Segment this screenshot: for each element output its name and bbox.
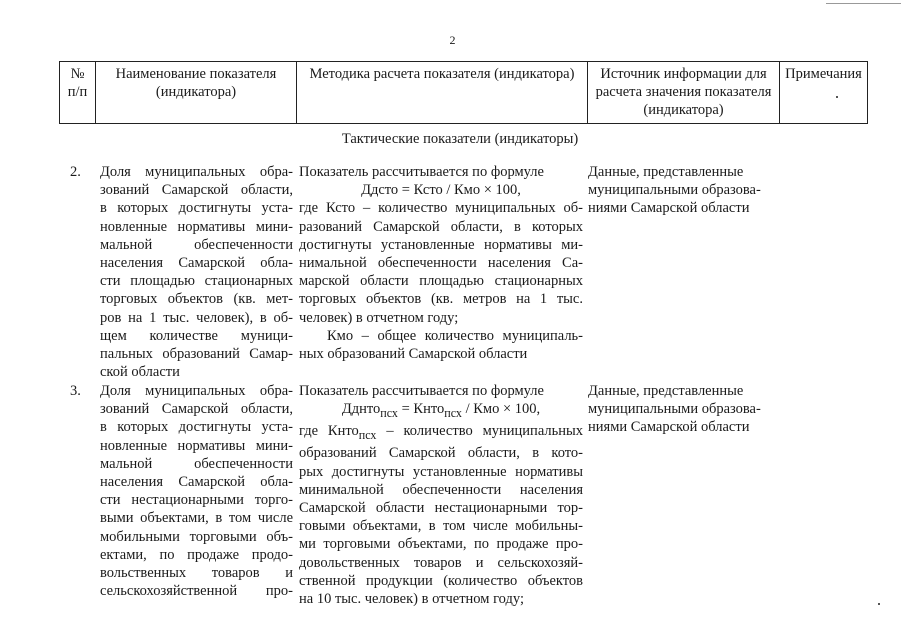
method-line: торговых объектов (кв. метров на 1 тыс. [299, 291, 583, 308]
method-line: человек) в отчетном году; [299, 309, 459, 326]
formula-part: = Кнто [397, 401, 445, 418]
page-number: 2 [449, 33, 456, 47]
name-line: населения Самарской обла- [100, 255, 293, 272]
name-line: Доля муниципальных обра- [100, 164, 293, 180]
method-line: разований Самарской области, в которых [299, 218, 583, 235]
method-line: где Ксто – количество муниципальных об- [299, 200, 583, 217]
method-line: говыми объектами, в том числе мобильны- [299, 518, 583, 535]
name-line: сти площадью стационарных [100, 273, 293, 290]
information-source [588, 382, 778, 437]
header-note: Примечания [780, 62, 868, 124]
method-line: нимальной обеспеченности населения Са- [299, 255, 583, 272]
header-source: Источник информации для расчета значения показателя (индикатора) [588, 62, 780, 124]
method-line: на 10 тыс. человек) в отчетном году; [299, 591, 524, 608]
scan-mark [836, 96, 838, 98]
table-header [59, 61, 868, 124]
calculation-method [299, 382, 583, 608]
name-line: зований Самарской области, [100, 182, 293, 199]
row-number: 3. [70, 383, 81, 399]
source-line: муниципальными образова- [588, 182, 761, 199]
name-line: ской области [100, 364, 180, 381]
method-intro: Показатель рассчитывается по формуле [299, 383, 544, 399]
name-line: выми объектами, в том числе [100, 510, 293, 527]
method-line [299, 422, 583, 444]
formula [299, 400, 583, 422]
method-line: достигнуты установленные нормативы ми- [299, 236, 583, 253]
formula-subscript: псх [444, 406, 462, 421]
method-line: ных образований Самарской области [299, 346, 528, 363]
formula-part: / Кмо × 100, [461, 401, 541, 418]
name-line: в которых достигнуты уста- [100, 419, 293, 436]
name-line: новленные нормативы мини- [100, 218, 293, 235]
method-line: рых достигнуты установленные нормативы [299, 463, 583, 480]
method-part: – количество муниципальных [376, 423, 583, 440]
header-name: Наименование показателя (индикатора) [96, 62, 297, 124]
method-line: Кмо – общее количество муниципаль- [327, 327, 583, 344]
source-line: муниципальными образова- [588, 401, 761, 418]
formula-subscript: псх [380, 406, 398, 421]
method-line: ми торговыми объектами, по продаже про- [299, 536, 583, 553]
name-line: торговых объектов (кв. мет- [100, 291, 293, 308]
name-line: зований Самарской области, [100, 401, 293, 418]
source-line: ниями Самарской области [588, 419, 750, 436]
name-line: ектами, по продаже продо- [100, 546, 293, 563]
method-intro: Показатель рассчитывается по формуле [299, 164, 544, 180]
method-line: образований Самарской области, в кото- [299, 445, 583, 462]
header-method: Методика расчета показателя (индикатора) [297, 62, 588, 124]
method-subscript: псх [358, 428, 377, 443]
formula: Ддсто = Ксто / Кмо × 100, [361, 182, 521, 199]
method-part: где Кнто [299, 423, 359, 440]
name-line: мальной обеспеченности [100, 455, 293, 472]
indicator-name [100, 163, 293, 381]
name-line: мальной обеспеченности [100, 236, 293, 253]
calculation-method [299, 163, 583, 363]
method-line: ственной продукции (количество объектов [299, 572, 583, 589]
scan-mark [826, 3, 901, 4]
method-line: довольственных товаров и сельскохозяй- [299, 554, 583, 571]
information-source [588, 163, 778, 218]
name-line: вольственных товаров и [100, 565, 293, 582]
name-line: пальных образований Самар- [100, 346, 293, 363]
row-number: 2. [70, 164, 81, 180]
name-line: Доля муниципальных обра- [100, 383, 293, 399]
source-line: ниями Самарской области [588, 200, 750, 217]
source-line: Данные, представленные [588, 383, 744, 399]
scan-mark [878, 603, 880, 605]
indicator-name [100, 382, 293, 600]
source-line: Данные, представленные [588, 164, 744, 180]
name-line: мобильными торговыми объ- [100, 528, 293, 545]
method-line: марской области площадью стационарных [299, 273, 583, 290]
method-line: Самарской области нестационарными тор- [299, 500, 583, 516]
name-line: населения Самарской обла- [100, 474, 293, 491]
formula-part: Дднто [341, 401, 381, 418]
section-title: Тактические показатели (индикаторы) [341, 131, 579, 147]
name-line: сти нестационарными торго- [100, 492, 293, 509]
name-line: ров на 1 тыс. человек), в об- [100, 309, 293, 326]
header-num: № п/п [60, 62, 96, 124]
name-line: сельскохозяйственной про- [100, 583, 293, 600]
name-line: в которых достигнуты уста- [100, 200, 293, 217]
method-line: минимальной обеспеченности населения [299, 481, 583, 498]
name-line: новленные нормативы мини- [100, 437, 293, 454]
name-line: щем количестве муници- [100, 327, 293, 344]
